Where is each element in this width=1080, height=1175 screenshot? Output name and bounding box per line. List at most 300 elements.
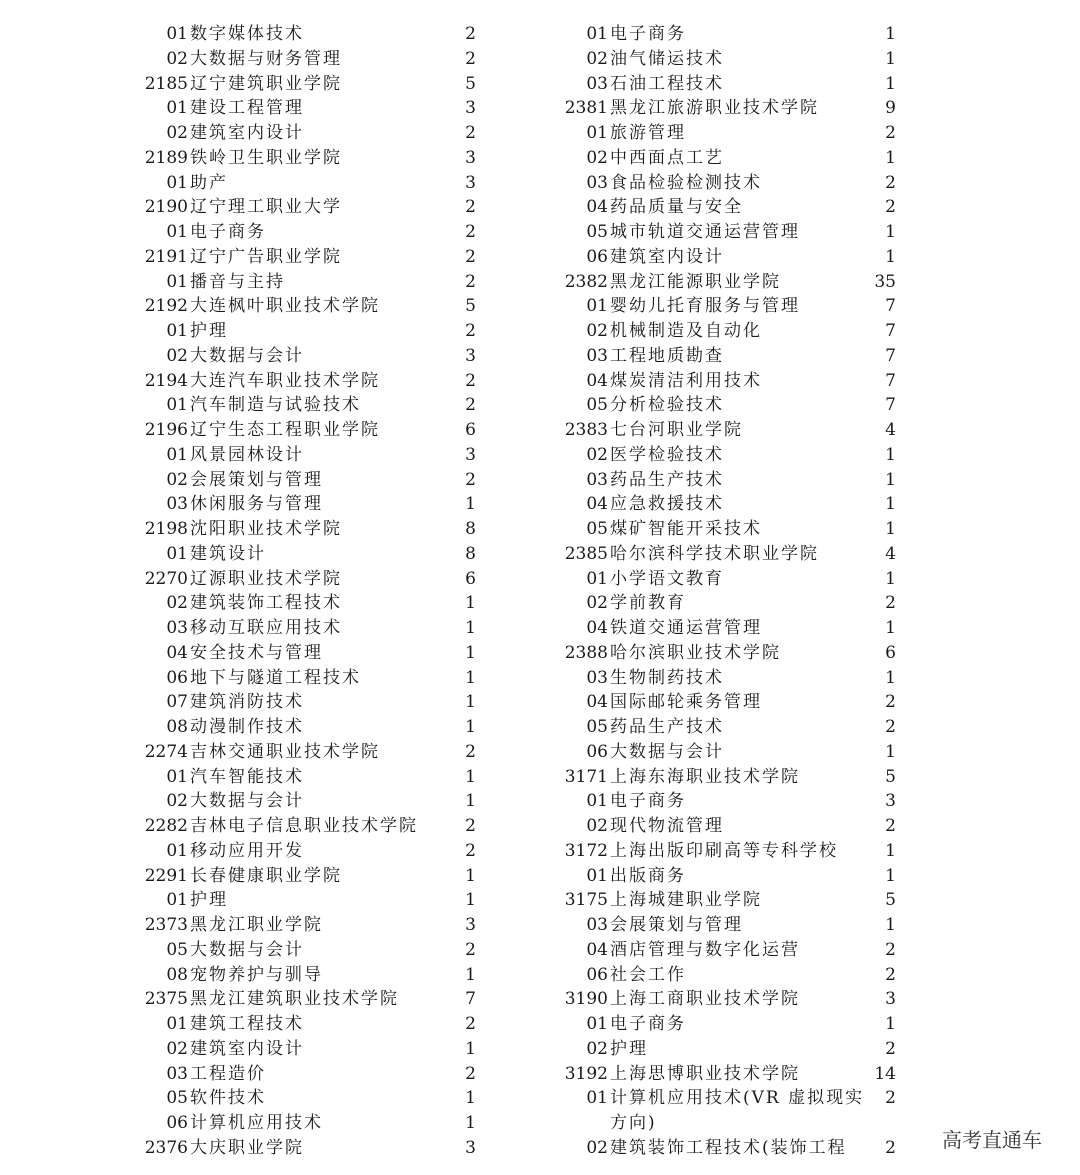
enrollment-count: 2 (885, 1137, 896, 1158)
enrollment-count: 1 (465, 618, 476, 638)
major-code: 05 (586, 519, 608, 539)
major-code: 02 (166, 345, 188, 366)
school-row (0, 369, 520, 394)
major-name: 会展策划与管理 (610, 915, 743, 935)
enrollment-count: 2 (465, 271, 476, 292)
major-row (0, 591, 520, 616)
enrollment-count: 4 (885, 543, 896, 564)
major-code: 01 (166, 543, 188, 564)
school-code: 2189 (144, 147, 188, 168)
major-row (560, 468, 1080, 493)
major-row (560, 319, 1080, 344)
enrollment-count: 2 (885, 964, 896, 985)
major-row (560, 344, 1080, 369)
school-name: 沈阳职业技术学院 (190, 519, 342, 539)
major-code: 02 (586, 1038, 608, 1059)
major-row (560, 369, 1080, 394)
enrollment-count: 3 (885, 989, 896, 1010)
enrollment-count: 3 (465, 98, 476, 119)
enrollment-count: 6 (465, 420, 476, 440)
major-row (0, 443, 520, 468)
major-row (560, 146, 1080, 171)
major-code: 01 (166, 444, 188, 465)
school-row (0, 245, 520, 270)
major-name: 建设工程管理 (190, 98, 304, 119)
major-row (0, 666, 520, 691)
major-name: 现代物流管理 (610, 816, 724, 836)
enrollment-count: 1 (885, 519, 896, 539)
school-row (560, 765, 1080, 790)
major-code: 01 (586, 296, 608, 317)
major-code: 02 (166, 48, 188, 69)
enrollment-count: 1 (885, 147, 896, 168)
major-name: 医学检验技术 (610, 444, 724, 465)
major-name: 播音与主持 (190, 271, 285, 292)
major-code: 06 (166, 1113, 188, 1133)
major-row (560, 517, 1080, 542)
major-name: 小学语文教育 (610, 568, 724, 589)
major-name: 安全技术与管理 (190, 642, 323, 663)
school-row (0, 987, 520, 1012)
major-code: 02 (586, 147, 608, 168)
major-row (0, 616, 520, 641)
major-row (560, 47, 1080, 72)
enrollment-count: 1 (885, 494, 896, 515)
major-code: 01 (586, 123, 608, 143)
major-code: 04 (586, 618, 608, 638)
school-row (0, 913, 520, 938)
major-row (0, 839, 520, 864)
major-code: 03 (586, 915, 608, 935)
school-row (560, 270, 1080, 295)
major-code: 04 (586, 939, 608, 960)
school-name: 黑龙江旅游职业技术学院 (610, 98, 819, 119)
enrollment-count: 2 (885, 593, 896, 614)
major-name: 软件技术 (190, 1088, 266, 1109)
major-row (560, 443, 1080, 468)
school-row (0, 72, 520, 97)
major-name: 食品检验检测技术 (610, 172, 762, 193)
enrollment-count: 2 (885, 816, 896, 836)
school-name: 大连枫叶职业技术学院 (190, 296, 380, 317)
major-row (0, 963, 520, 988)
major-name: 大数据与会计 (610, 741, 724, 762)
major-name: 助产 (190, 172, 228, 193)
major-name: 电子商务 (610, 24, 686, 44)
enrollment-count: 7 (885, 296, 896, 317)
major-code: 04 (166, 642, 188, 663)
enrollment-count: 1 (465, 791, 476, 812)
school-row (0, 517, 520, 542)
major-code: 05 (586, 717, 608, 737)
enrollment-count: 4 (885, 420, 896, 440)
major-name: 油气储运技术 (610, 48, 724, 69)
major-row (0, 220, 520, 245)
enrollment-count: 2 (885, 123, 896, 143)
major-code: 01 (166, 24, 188, 44)
major-row (560, 245, 1080, 270)
school-code: 2282 (144, 816, 188, 836)
major-code: 02 (166, 123, 188, 143)
enrollment-count: 2 (465, 321, 476, 341)
enrollment-count: 7 (885, 345, 896, 366)
school-name: 七台河职业学院 (610, 420, 743, 440)
school-row (0, 567, 520, 592)
school-row (560, 641, 1080, 666)
major-name: 煤炭清洁利用技术 (610, 370, 762, 391)
school-code: 2376 (144, 1137, 188, 1158)
enrollment-count: 1 (465, 1088, 476, 1109)
major-name: 旅游管理 (610, 123, 686, 143)
enrollment-count: 2 (465, 741, 476, 762)
left-column (0, 22, 520, 1161)
major-code: 03 (586, 172, 608, 193)
school-code: 2196 (144, 420, 188, 440)
enrollment-count: 3 (465, 147, 476, 168)
enrollment-count: 1 (465, 865, 476, 886)
major-row (560, 963, 1080, 988)
major-code: 02 (166, 1038, 188, 1059)
major-code: 03 (586, 667, 608, 688)
school-name: 上海思博职业技术学院 (610, 1063, 800, 1084)
enrollment-count: 1 (885, 444, 896, 465)
school-code: 2270 (144, 568, 188, 589)
school-row (0, 1136, 520, 1161)
major-row (0, 690, 520, 715)
major-row (560, 220, 1080, 245)
enrollment-count: 1 (885, 865, 896, 886)
major-name: 风景园林设计 (190, 444, 304, 465)
enrollment-count: 3 (465, 1137, 476, 1158)
major-name: 汽车智能技术 (190, 766, 304, 787)
major-code: 01 (166, 840, 188, 861)
major-name: 建筑工程技术 (190, 1014, 304, 1034)
enrollment-count: 2 (465, 840, 476, 861)
major-row (0, 1111, 520, 1136)
school-row (0, 146, 520, 171)
school-code: 2194 (144, 370, 188, 391)
major-code: 01 (166, 271, 188, 292)
enrollment-count: 1 (465, 964, 476, 985)
major-row (560, 1012, 1080, 1037)
enrollment-count: 1 (465, 692, 476, 713)
major-code: 03 (166, 1063, 188, 1084)
enrollment-count: 1 (465, 642, 476, 663)
enrollment-count: 2 (465, 816, 476, 836)
major-name: 会展策划与管理 (190, 469, 323, 490)
school-name: 辽宁广告职业学院 (190, 246, 342, 267)
major-name: 数字媒体技术 (190, 24, 304, 44)
major-row (560, 294, 1080, 319)
major-code: 03 (586, 469, 608, 490)
school-row (560, 888, 1080, 913)
major-row (0, 765, 520, 790)
major-row (560, 72, 1080, 97)
major-code: 04 (586, 197, 608, 218)
major-row (560, 616, 1080, 641)
enrollment-count: 3 (885, 791, 896, 812)
school-row (560, 1062, 1080, 1087)
major-row (560, 492, 1080, 517)
school-row (0, 294, 520, 319)
school-code: 2192 (144, 296, 188, 317)
school-code: 2190 (144, 197, 188, 218)
school-code: 3172 (564, 840, 608, 861)
major-row (560, 740, 1080, 765)
enrollment-count: 2 (465, 469, 476, 490)
enrollment-count: 5 (465, 73, 476, 94)
enrollment-count: 8 (465, 543, 476, 564)
major-row (560, 814, 1080, 839)
major-name: 机械制造及自动化 (610, 321, 762, 341)
enrollment-count: 1 (885, 48, 896, 69)
enrollment-count: 7 (885, 395, 896, 416)
major-row (0, 789, 520, 814)
major-name: 休闲服务与管理 (190, 494, 323, 515)
major-code: 08 (166, 964, 188, 985)
major-code: 06 (586, 741, 608, 762)
major-row (0, 1012, 520, 1037)
major-code: 06 (586, 246, 608, 267)
enrollment-count: 1 (465, 1038, 476, 1059)
school-code: 3192 (564, 1063, 608, 1084)
enrollment-count: 35 (874, 271, 896, 292)
major-name: 电子商务 (610, 791, 686, 812)
major-name: 社会工作 (610, 964, 686, 985)
major-code: 02 (586, 444, 608, 465)
enrollment-count: 6 (465, 568, 476, 589)
enrollment-count: 1 (885, 741, 896, 762)
major-code: 01 (586, 1014, 608, 1034)
school-row (0, 740, 520, 765)
enrollment-count: 1 (465, 593, 476, 614)
major-name: 护理 (190, 890, 228, 911)
school-code: 2185 (144, 73, 188, 94)
school-name: 哈尔滨科学技术职业学院 (610, 543, 819, 564)
enrollment-count: 1 (465, 766, 476, 787)
major-row (0, 641, 520, 666)
school-code: 2388 (564, 642, 608, 663)
major-name: 移动应用开发 (190, 840, 304, 861)
school-name: 辽源职业技术学院 (190, 568, 342, 589)
major-row (0, 542, 520, 567)
school-name: 辽宁建筑职业学院 (190, 73, 342, 94)
enrollment-count: 2 (465, 222, 476, 242)
major-name: 计算机应用技术 (190, 1113, 323, 1133)
enrollment-count: 1 (465, 667, 476, 688)
major-name: 建筑设计 (190, 543, 266, 564)
school-name: 大庆职业学院 (190, 1137, 304, 1158)
major-row (560, 1037, 1080, 1062)
school-name: 辽宁理工职业大学 (190, 197, 342, 218)
major-name: 建筑室内设计 (190, 1038, 304, 1059)
school-name: 哈尔滨职业技术学院 (610, 642, 781, 663)
enrollment-count: 2 (885, 1038, 896, 1059)
major-row (560, 666, 1080, 691)
major-code: 01 (166, 766, 188, 787)
major-name: 动漫制作技术 (190, 717, 304, 737)
enrollment-count: 2 (465, 1063, 476, 1084)
major-row (0, 888, 520, 913)
major-code: 01 (166, 98, 188, 119)
school-name: 辽宁生态工程职业学院 (190, 420, 380, 440)
school-name: 黑龙江职业学院 (190, 915, 323, 935)
school-row (560, 96, 1080, 121)
school-code: 2385 (564, 543, 608, 564)
school-name: 黑龙江建筑职业技术学院 (190, 989, 399, 1010)
school-row (560, 418, 1080, 443)
enrollment-count: 9 (885, 98, 896, 119)
major-name: 建筑室内设计 (610, 246, 724, 267)
major-name: 药品质量与安全 (610, 197, 743, 218)
major-row (0, 270, 520, 295)
major-code: 03 (166, 494, 188, 515)
major-name: 分析检验技术 (610, 395, 724, 416)
enrollment-count: 3 (465, 915, 476, 935)
major-code: 02 (586, 1137, 608, 1158)
school-row (0, 418, 520, 443)
school-name: 上海东海职业技术学院 (610, 766, 800, 787)
major-name: 大数据与会计 (190, 345, 304, 366)
enrollment-count: 1 (885, 667, 896, 688)
enrollment-count: 1 (465, 494, 476, 515)
major-code: 05 (166, 1088, 188, 1109)
major-code: 04 (586, 494, 608, 515)
major-row (0, 715, 520, 740)
major-code: 05 (586, 222, 608, 242)
major-name: 石油工程技术 (610, 73, 724, 94)
enrollment-count: 7 (885, 370, 896, 391)
major-row (560, 690, 1080, 715)
enrollment-count: 1 (885, 469, 896, 490)
enrollment-count: 2 (885, 939, 896, 960)
major-code: 05 (166, 939, 188, 960)
school-row (560, 542, 1080, 567)
major-row (560, 195, 1080, 220)
school-name: 长春健康职业学院 (190, 865, 342, 886)
major-code: 02 (586, 593, 608, 614)
school-code: 2381 (564, 98, 608, 119)
major-code: 02 (166, 469, 188, 490)
major-code: 01 (166, 1014, 188, 1034)
major-code: 06 (586, 964, 608, 985)
major-name: 出版商务 (610, 865, 686, 886)
major-code: 01 (586, 865, 608, 886)
school-code: 2274 (144, 741, 188, 762)
major-row (0, 393, 520, 418)
major-code: 03 (586, 345, 608, 366)
school-code: 2291 (144, 865, 188, 886)
enrollment-count: 1 (465, 717, 476, 737)
school-code: 3175 (564, 890, 608, 911)
watermark: 高考直通车 (942, 1128, 1042, 1152)
major-code: 03 (586, 73, 608, 94)
major-name: 酒店管理与数字化运营 (610, 939, 800, 960)
major-name: 国际邮轮乘务管理 (610, 692, 762, 713)
enrollment-count: 2 (885, 172, 896, 193)
major-name: 电子商务 (610, 1014, 686, 1034)
major-name: 建筑消防技术 (190, 692, 304, 713)
major-row (560, 913, 1080, 938)
major-code: 02 (166, 593, 188, 614)
school-code: 2373 (144, 915, 188, 935)
enrollment-count: 2 (885, 717, 896, 737)
major-row (560, 938, 1080, 963)
school-code: 3190 (564, 989, 608, 1010)
enrollment-count: 2 (885, 1088, 896, 1109)
major-code: 05 (586, 395, 608, 416)
major-row (560, 121, 1080, 146)
enrollment-count: 3 (465, 444, 476, 465)
major-row (0, 938, 520, 963)
enrollment-count: 2 (465, 246, 476, 267)
major-row (0, 1086, 520, 1111)
enrollment-count: 5 (885, 890, 896, 911)
major-code: 01 (166, 395, 188, 416)
enrollment-count: 1 (885, 73, 896, 94)
enrollment-count: 1 (885, 840, 896, 861)
major-name: 婴幼儿托育服务与管理 (610, 296, 800, 317)
major-row (560, 789, 1080, 814)
school-name: 吉林交通职业技术学院 (190, 741, 380, 762)
major-name: 工程造价 (190, 1063, 266, 1084)
enrollment-count: 2 (465, 24, 476, 44)
major-code: 02 (166, 791, 188, 812)
major-name: 工程地质勘查 (610, 345, 724, 366)
enrollment-count: 1 (885, 568, 896, 589)
major-row (0, 492, 520, 517)
major-code: 02 (586, 321, 608, 341)
major-row (560, 393, 1080, 418)
enrollment-count: 1 (465, 890, 476, 911)
major-name: 移动互联应用技术 (190, 618, 342, 638)
major-code: 03 (166, 618, 188, 638)
enrollment-count: 7 (465, 989, 476, 1010)
enrollment-count: 1 (885, 1014, 896, 1034)
enrollment-count: 14 (874, 1063, 896, 1084)
major-code: 07 (166, 692, 188, 713)
enrollment-count: 2 (465, 939, 476, 960)
school-row (0, 814, 520, 839)
major-code: 01 (166, 172, 188, 193)
enrollment-count: 3 (465, 345, 476, 366)
major-row (560, 171, 1080, 196)
school-name: 上海城建职业学院 (610, 890, 762, 911)
major-name: 宠物养护与驯导 (190, 964, 323, 985)
enrollment-count: 1 (885, 246, 896, 267)
enrollment-count: 2 (465, 1014, 476, 1034)
major-code: 06 (166, 667, 188, 688)
major-code: 01 (166, 222, 188, 242)
enrollment-count: 7 (885, 321, 896, 341)
major-code: 01 (586, 791, 608, 812)
major-name: 药品生产技术 (610, 717, 724, 737)
major-name: 学前教育 (610, 593, 686, 614)
major-row (0, 344, 520, 369)
major-code: 04 (586, 692, 608, 713)
major-row (560, 864, 1080, 889)
major-row (0, 47, 520, 72)
major-row (560, 567, 1080, 592)
enrollment-count: 5 (465, 296, 476, 317)
school-name: 铁岭卫生职业学院 (190, 147, 342, 168)
school-row (0, 195, 520, 220)
school-code: 2383 (564, 420, 608, 440)
major-row (0, 1062, 520, 1087)
major-name: 大数据与会计 (190, 939, 304, 960)
enrollment-count: 1 (885, 915, 896, 935)
enrollment-count: 1 (885, 24, 896, 44)
